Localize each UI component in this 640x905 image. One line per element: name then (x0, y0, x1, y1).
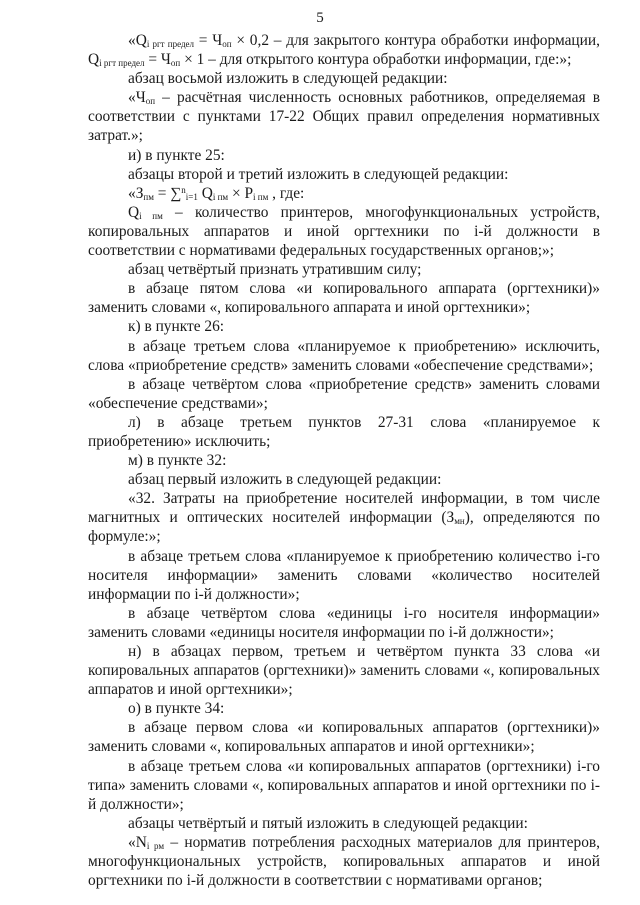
paragraph (88, 489, 600, 546)
paragraph-text: в абзаце третьем слова «планируемое к приобретению количество i-го носителя информации» заменить словами «количество носителей информации по i-й должности»; (88, 547, 600, 603)
paragraph (88, 413, 600, 451)
paragraph-text: – количество принтеров, многофункциональных устройств, копировальных аппаратов и иной оргтехники по i-й должности в соответствии с нормативами федеральных государственных органов;»; (88, 203, 600, 260)
paragraph-text: в абзаце третьем слова «планируемое к приобретению» исключить, слова «приобретение средств» заменить словами «обеспечение средствами»; (88, 337, 600, 374)
paragraph (88, 833, 600, 890)
paragraph-text: «Ч (128, 89, 146, 107)
paragraph-text: «32. Затраты на приобретение носителей информации, в том числе магнитных и оптических носителей информации (З (88, 490, 600, 527)
paragraph-text: в абзаце четвёртом слова «приобретение средств» заменить словами «обеспечение средствами»; (88, 375, 600, 412)
paragraph-text: л) в абзаце третьем пунктов 27-31 слова «планируемое к приобретению» исключить; (88, 413, 600, 450)
paragraph (88, 260, 600, 279)
paragraph (88, 699, 600, 718)
paragraph-text: = ∑ (153, 184, 182, 202)
paragraph-text: абзацы четвёртый и пятый изложить в следующей редакции: (128, 814, 528, 832)
subscript-text: i пм (139, 210, 163, 221)
paragraph-text: Q (128, 203, 140, 221)
paragraph-text: и) в пункте 25: (128, 146, 225, 164)
paragraph-text: Q (197, 184, 213, 202)
subscript-text: мн (454, 516, 465, 527)
paragraph-text: н) в абзацах первом, третьем и четвёртом пункта 33 слова «и копировальных аппаратов (оргтехники)» заменить словами «, копировальных аппаратов и иной оргтехники»; (88, 643, 600, 699)
paragraph-text: м) в пункте 32: (128, 452, 227, 470)
paragraph (88, 451, 600, 470)
paragraph-text: «N (128, 833, 147, 851)
subscript-text: i пм (212, 191, 229, 202)
paragraph (88, 337, 600, 375)
paragraph-text: × 0,2 – для закрытого контура обработки информации, Q (88, 32, 600, 69)
paragraph-text: абзац четвёртый признать утратившим силу; (128, 261, 422, 279)
paragraph (88, 165, 600, 184)
document-body (88, 31, 600, 890)
paragraph-text: абзацы второй и третий изложить в следующей редакции: (128, 165, 509, 183)
paragraph-text: абзац восьмой изложить в следующей редакции: (128, 70, 448, 88)
paragraph-text: – расчётная численность основных работников, определяемая в соответствии с пунктами 17-22 Общих правил определения нормативных затрат.»; (88, 89, 600, 145)
paragraph (88, 757, 600, 814)
subscript-text: i ргт предел (146, 39, 195, 49)
subscript-text: i ргт предел (99, 58, 145, 69)
paragraph-text: в абзаце четвёртом слова «единицы i-го носителя информации» заменить словами «единицы носителя информации по i-й должности»; (88, 604, 600, 641)
paragraph (88, 146, 600, 165)
paragraph (88, 317, 600, 336)
paragraph-text: = Ч (144, 51, 171, 69)
paragraph (88, 31, 600, 69)
subscript-text: i=1 (185, 191, 198, 202)
subscript-text: пм (143, 191, 154, 202)
page-number: 5 (316, 10, 324, 26)
paragraph (88, 470, 600, 489)
paragraph-text: × P (228, 184, 254, 202)
paragraph (88, 203, 600, 260)
superscript-text: n (181, 184, 186, 195)
paragraph (88, 814, 600, 833)
paragraph-text: о) в пункте 34: (128, 700, 225, 718)
paragraph (88, 547, 600, 604)
paragraph-text: в абзаце пятом слова «и копировального аппарата (оргтехники)» заменить словами «, копировального аппарата и иной оргтехники»; (88, 280, 600, 317)
paragraph (88, 279, 600, 317)
subscript-text: оп (222, 39, 232, 49)
paragraph (88, 604, 600, 642)
paragraph-text: в абзаце третьем слова «и копировальных аппаратов (оргтехники) i-го типа» заменить словами «, копировальных аппаратов и иной оргтехники по i-й должности»; (88, 757, 600, 813)
paragraph-text: = Ч (194, 32, 223, 49)
paragraph-text: × 1 – для открытого контура обработки информации, где:»; (180, 51, 572, 69)
subscript-text: оп (170, 58, 181, 69)
paragraph-text: , где: (268, 184, 305, 202)
paragraph-text: «Q (128, 32, 147, 49)
paragraph-text: ), определяются по формуле:»; (88, 509, 600, 546)
paragraph-text: – норматив потребления расходных материалов для принтеров, многофункциональных устройств, копировальных аппаратов и иной оргтехники по i-й должности в соответствии с нормативами органов; (88, 833, 601, 890)
paragraph (88, 184, 600, 203)
subscript-text: i рм (146, 840, 165, 851)
paragraph (88, 642, 600, 699)
paragraph (88, 69, 600, 88)
paragraph-text: в абзаце первом слова «и копировальных аппаратов (оргтехники)» заменить словами «, копировальных аппаратов и иной оргтехники»; (88, 719, 600, 756)
paragraph-text: к) в пункте 26: (128, 318, 225, 336)
paragraph-text: абзац первый изложить в следующей редакции: (128, 471, 442, 489)
paragraph-text: «З (128, 184, 144, 202)
subscript-text: i пм (253, 191, 269, 202)
paragraph (88, 375, 600, 413)
subscript-text: оп (145, 96, 156, 107)
paragraph (88, 88, 600, 145)
paragraph (88, 718, 600, 756)
